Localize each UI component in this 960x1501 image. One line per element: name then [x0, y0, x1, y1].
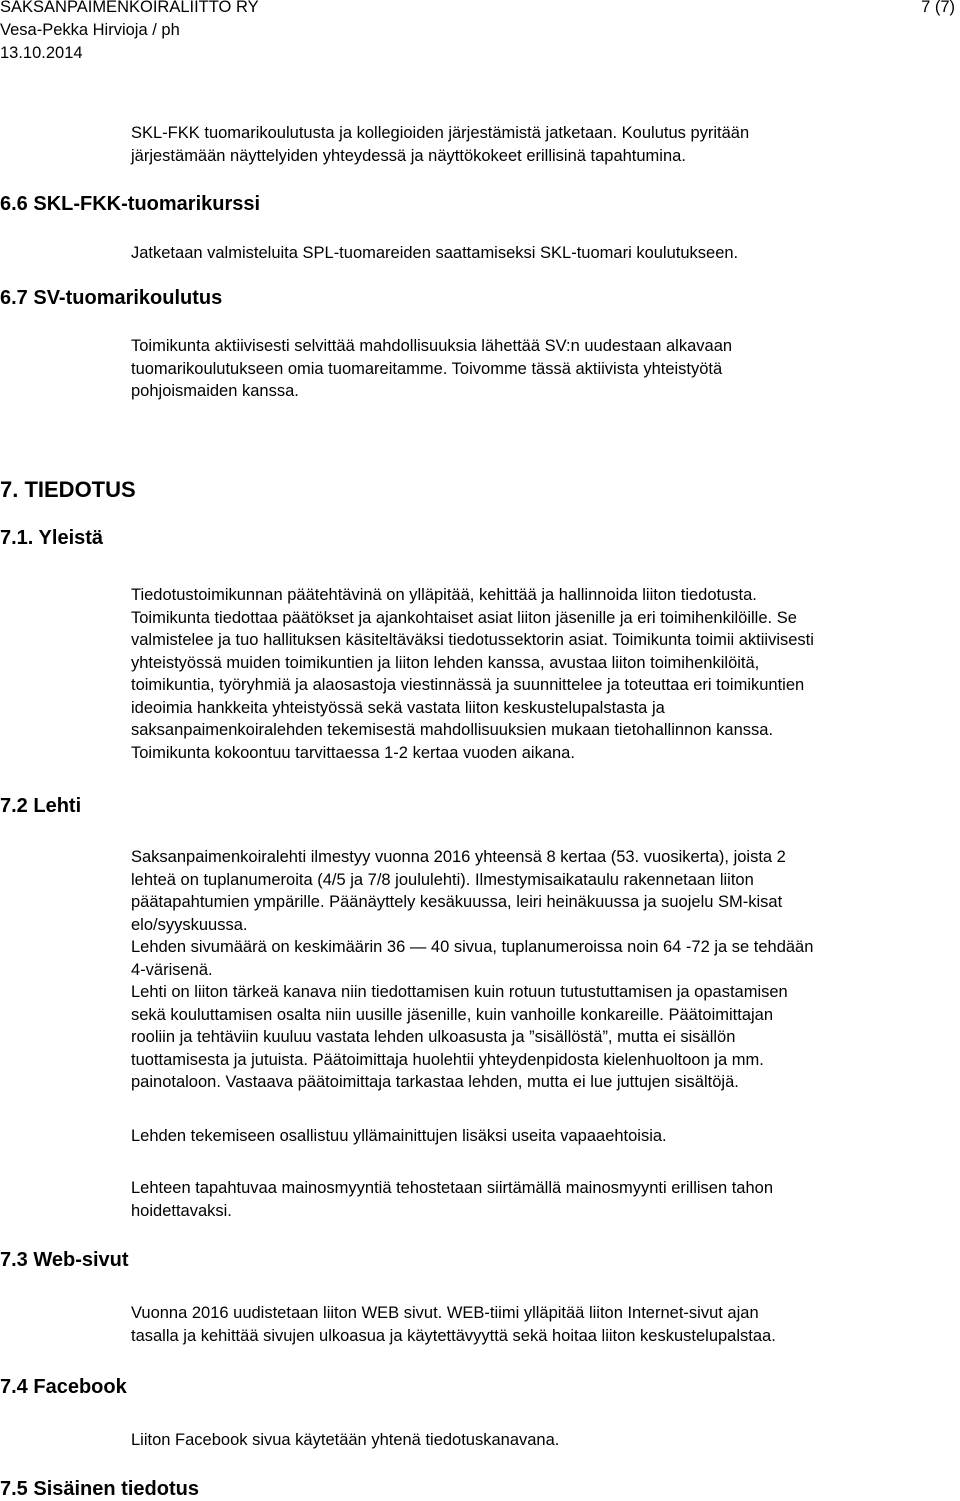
text-line: Tiedotustoimikunnan päätehtävinä on ylläpitää, kehittää ja hallinnoida liiton tiedotusta.: [131, 586, 757, 604]
section-heading-6-7: 6.7 SV-tuomarikoulutus: [0, 287, 223, 309]
section-heading-7-4: 7.4 Facebook: [0, 1376, 127, 1398]
text-line: painotaloon. Vastaava päätoimittaja tarkastaa lehden, mutta ei lue juttujen sisältöjä.: [131, 1073, 739, 1091]
text-line: Liiton Facebook sivua käytetään yhtenä tiedotuskanavana.: [131, 1431, 560, 1449]
text-line: Toimikunta kokoontuu tarvittaessa 1-2 kertaa vuoden aikana.: [131, 743, 575, 762]
text-line: Toimikunta aktiivisesti selvittää mahdollisuuksia lähettää SV:n uudestaan alkavaan: [131, 337, 733, 355]
section-7-3-paragraph: [131, 1302, 776, 1347]
text-line: rooliin ja tehtäviin kuuluu vastata lehden ulkoasusta ja ”sisällöstä”, mutta ei sisällön: [131, 1028, 736, 1046]
section-7-2-paragraph-3: [131, 1177, 773, 1222]
section-heading-7-2: 7.2 Lehti: [0, 795, 82, 817]
section-heading-7-5: 7.5 Sisäinen tiedotus: [0, 1478, 199, 1500]
section-heading-7-3: 7.3 Web-sivut: [0, 1249, 129, 1271]
text-line: Saksanpaimenkoiralehti ilmestyy vuonna 2016 yhteensä 8 kertaa (53. vuosikerta), joista 2: [131, 848, 786, 866]
text-line: pohjoismaiden kanssa.: [131, 382, 299, 400]
text-line: Jatketaan valmisteluita SPL-tuomareiden saattamiseksi SKL-tuomari koulutukseen.: [131, 244, 739, 262]
header-date: 13.10.2014: [0, 44, 83, 62]
text-line: SKL-FKK tuomarikoulutusta ja kollegioiden järjestämistä jatketaan. Koulutus pyritään: [131, 124, 750, 142]
section-heading-6-6: 6.6 SKL-FKK-tuomarikurssi: [0, 193, 261, 215]
text-line: 4-värisenä.: [131, 960, 213, 979]
text-line: Toimikunta tiedottaa päätökset ja ajankohtaiset asiat liiton jäsenille ja eri toimihenkilöille. Se: [131, 608, 797, 627]
text-line: tuomarikoulutukseen omia tuomareitamme. Toivomme tässä aktiivista yhteistyötä: [131, 359, 723, 378]
text-line: järjestämään näyttelyiden yhteydessä ja näyttökokeet erillisinä tapahtumina.: [131, 146, 686, 165]
text-line: Vuonna 2016 uudistetaan liiton WEB sivut. WEB-tiimi ylläpitää liiton Internet-sivut ajan: [131, 1304, 759, 1322]
text-line: valmistelee ja tuo hallituksen käsiteltäväksi tiedotussektorin asiat. Toimikunta toimii aktiivisesti: [131, 631, 814, 649]
intro-paragraph: [131, 122, 749, 167]
text-line: saksanpaimenkoiralehden tekemisestä mahdollisuuksien mukaan tietohallinnon kanssa.: [131, 721, 774, 739]
text-line: yhteistyössä muiden toimikuntien ja liiton lehden kanssa, avustaa liiton toimihenkilöitä,: [131, 653, 760, 672]
section-7-2-paragraph-2: [131, 1125, 667, 1148]
text-line: Lehden sivumäärä on keskimäärin 36 — 40 sivua, tuplanumeroissa noin 64 -72 ja se tehdään: [131, 938, 814, 956]
section-7-1-paragraph: [131, 584, 814, 764]
text-line: elo/syyskuussa.: [131, 915, 248, 934]
text-line: Lehteen tapahtuvaa mainosmyyntiä tehostetaan siirtämällä mainosmyynti erillisen tahon: [131, 1179, 774, 1197]
header-org: SAKSANPAIMENKOIRALIITTO RY: [0, 0, 259, 16]
text-line: päätapahtumien ympärille. Päänäyttely kesäkuussa, leiri heinäkuussa ja suojelu SM-kisat: [131, 893, 783, 911]
section-6-7-paragraph: [131, 335, 732, 403]
section-heading-7-1: 7.1. Yleistä: [0, 527, 104, 549]
page-number: 7 (7): [921, 0, 955, 16]
header-author: Vesa-Pekka Hirvioja / ph: [0, 21, 180, 39]
text-line: Lehti on liiton tärkeä kanava niin tiedottamisen kuin rotuun tutustuttamisen ja opastamisen: [131, 983, 788, 1001]
text-line: tuottamisesta ja jutuista. Päätoimittaja huolehtii yhteydenpidosta kielenhuoltoon ja mm.: [131, 1050, 764, 1069]
text-line: toimikuntia, työryhmiä ja alaosastoja viestinnässä ja suunnittelee ja toteuttaa eri toimikuntien: [131, 676, 805, 694]
chapter-heading-7: 7. TIEDOTUS: [0, 477, 136, 502]
text-line: Lehden tekemiseen osallistuu yllämainittujen lisäksi useita vapaaehtoisia.: [131, 1127, 667, 1145]
text-line: tasalla ja kehittää sivujen ulkoasua ja käytettävyyttä sekä hoitaa liiton keskustelupalstaa.: [131, 1326, 776, 1345]
text-line: ideoimia hankkeita yhteistyössä sekä vastata liiton keskustelupalstasta ja: [131, 698, 665, 717]
text-line: hoidettavaksi.: [131, 1201, 232, 1220]
text-line: sekä kouluttamisen osalta niin uusille jäsenille, kuin vanhoille konkareille. Päätoimittajan: [131, 1005, 774, 1024]
section-7-2-paragraph-1: [131, 846, 813, 1094]
section-7-4-paragraph: [131, 1429, 559, 1452]
text-line: lehteä on tuplanumeroita (4/5 ja 7/8 joululehti). Ilmestymisaikataulu rakennetaan liiton: [131, 870, 754, 889]
section-6-6-paragraph: [131, 242, 738, 265]
